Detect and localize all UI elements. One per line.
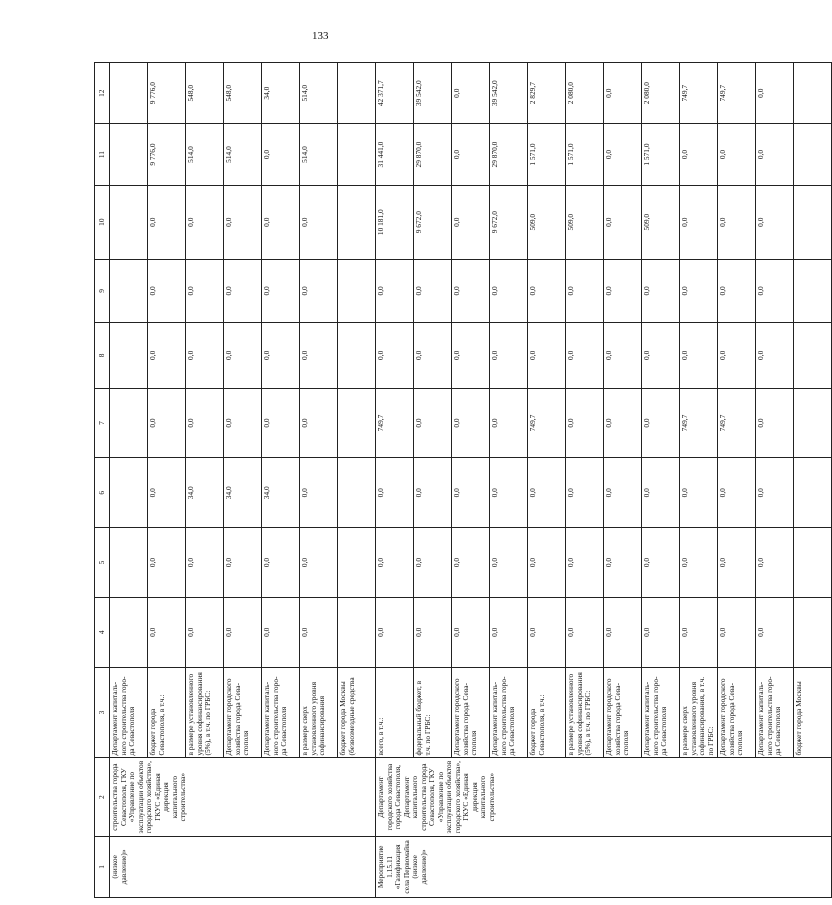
- value-cell: [110, 458, 148, 528]
- value-cell: 0,0: [756, 388, 794, 458]
- value-cell: 0,0: [528, 597, 566, 667]
- value-cell: 0,0: [756, 185, 794, 259]
- value-cell: [338, 124, 376, 185]
- column-header: 5: [95, 528, 110, 598]
- value-cell: [110, 63, 148, 124]
- value-cell: 0,0: [414, 388, 452, 458]
- value-cell: 0,0: [224, 185, 262, 259]
- value-cell: 514,0: [300, 63, 338, 124]
- value-cell: 0,0: [566, 528, 604, 598]
- value-cell: 0,0: [604, 259, 642, 322]
- value-cell: 0,0: [718, 185, 756, 259]
- value-cell: 0,0: [376, 458, 414, 528]
- value-cell: 0,0: [490, 597, 528, 667]
- value-cell: 509,0: [642, 185, 680, 259]
- value-cell: 749,7: [376, 388, 414, 458]
- column-header: 7: [95, 388, 110, 458]
- column-header: 8: [95, 323, 110, 389]
- funding-source: федеральный бюджет, в т.ч. по ГРБС:: [414, 667, 452, 758]
- value-cell: 0,0: [604, 124, 642, 185]
- value-cell: 0,0: [604, 458, 642, 528]
- value-cell: 0,0: [148, 528, 186, 598]
- value-cell: [338, 185, 376, 259]
- responsible-executors: Департамент городского хозяйства города Севастополя, Департамент капитального строительства города Севастополя, ГКУ «Управление по эксплуатации объектов городского хозяйства», ГКУС «Единая дирекция капитального строительства»: [376, 758, 832, 836]
- value-cell: [794, 323, 832, 389]
- value-cell: 10 181,0: [376, 185, 414, 259]
- value-cell: 0,0: [414, 323, 452, 389]
- value-cell: 0,0: [452, 63, 490, 124]
- value-cell: 0,0: [452, 597, 490, 667]
- value-cell: 509,0: [566, 185, 604, 259]
- responsible-executors: строительства города Севастополя, ГКУ «Управление по эксплуатации объектов городского хозяйства», ГКУС «Единая дирекция капитального строительства»: [110, 758, 376, 836]
- value-cell: 2 829,7: [528, 63, 566, 124]
- value-cell: 0,0: [224, 259, 262, 322]
- value-cell: 0,0: [756, 458, 794, 528]
- value-cell: 34,0: [262, 63, 300, 124]
- value-cell: 0,0: [680, 185, 718, 259]
- funding-source: бюджет города Севастополя, в т.ч.:: [148, 667, 186, 758]
- value-cell: 39 542,0: [490, 63, 528, 124]
- value-cell: [110, 259, 148, 322]
- value-cell: 0,0: [680, 528, 718, 598]
- value-cell: 0,0: [224, 528, 262, 598]
- value-cell: [338, 63, 376, 124]
- value-cell: 0,0: [756, 259, 794, 322]
- funding-source: Департамент капиталь-ного строительства горо-да Севастополя: [490, 667, 528, 758]
- value-cell: 0,0: [490, 528, 528, 598]
- value-cell: 0,0: [528, 528, 566, 598]
- funding-source: Департамент капиталь-ного строительства горо-да Севастополя: [262, 667, 300, 758]
- value-cell: [110, 185, 148, 259]
- value-cell: 0,0: [300, 259, 338, 322]
- value-cell: 0,0: [262, 388, 300, 458]
- value-cell: 0,0: [452, 323, 490, 389]
- rotated-page: [94, 62, 803, 898]
- value-cell: 9 672,0: [490, 185, 528, 259]
- value-cell: 0,0: [756, 528, 794, 598]
- value-cell: 0,0: [300, 458, 338, 528]
- value-cell: 514,0: [224, 124, 262, 185]
- value-cell: [338, 259, 376, 322]
- value-cell: 34,0: [262, 458, 300, 528]
- value-cell: 0,0: [566, 388, 604, 458]
- funding-source: бюджет города Севастополя, в т.ч.:: [528, 667, 566, 758]
- value-cell: 0,0: [376, 528, 414, 598]
- value-cell: 0,0: [186, 528, 224, 598]
- value-cell: 0,0: [604, 528, 642, 598]
- value-cell: [338, 458, 376, 528]
- value-cell: [110, 124, 148, 185]
- value-cell: 2 080,0: [642, 63, 680, 124]
- value-cell: 0,0: [414, 597, 452, 667]
- value-cell: 9 776,0: [148, 124, 186, 185]
- value-cell: 29 870,0: [414, 124, 452, 185]
- column-header: 1: [95, 836, 110, 897]
- value-cell: 0,0: [604, 323, 642, 389]
- value-cell: 9 776,0: [148, 63, 186, 124]
- column-header: 6: [95, 458, 110, 528]
- value-cell: 514,0: [300, 124, 338, 185]
- value-cell: 0,0: [490, 458, 528, 528]
- value-cell: 0,0: [186, 597, 224, 667]
- value-cell: 749,7: [680, 388, 718, 458]
- funding-source: бюджет города Москвы: [794, 667, 832, 758]
- measure-name: Мероприятие 1.15.11 «Газификация села Первомайка (низкое давление)»: [376, 836, 832, 897]
- value-cell: 0,0: [718, 259, 756, 322]
- value-cell: 0,0: [718, 323, 756, 389]
- value-cell: 0,0: [642, 259, 680, 322]
- value-cell: 1 571,0: [528, 124, 566, 185]
- value-cell: 0,0: [414, 259, 452, 322]
- column-header: 10: [95, 185, 110, 259]
- value-cell: 0,0: [718, 124, 756, 185]
- value-cell: 0,0: [148, 259, 186, 322]
- value-cell: 0,0: [262, 259, 300, 322]
- funding-source: Департамент капиталь-ного строительства горо-да Севастополя: [642, 667, 680, 758]
- value-cell: 2 080,0: [566, 63, 604, 124]
- value-cell: [794, 185, 832, 259]
- value-cell: 0,0: [224, 323, 262, 389]
- value-cell: 0,0: [262, 323, 300, 389]
- funding-source: в размере сверх установленного уровня софинансирования, в т.ч. по ГРБС:: [680, 667, 718, 758]
- value-cell: 0,0: [718, 597, 756, 667]
- funding-source: Департамент городского хозяйства города Сева-стополя: [224, 667, 262, 758]
- value-cell: 42 371,7: [376, 63, 414, 124]
- value-cell: [338, 597, 376, 667]
- value-cell: 749,7: [718, 63, 756, 124]
- value-cell: 0,0: [300, 528, 338, 598]
- value-cell: 0,0: [300, 388, 338, 458]
- value-cell: 0,0: [718, 528, 756, 598]
- value-cell: 749,7: [718, 388, 756, 458]
- value-cell: [338, 528, 376, 598]
- value-cell: 0,0: [680, 124, 718, 185]
- value-cell: 0,0: [566, 597, 604, 667]
- value-cell: 0,0: [300, 185, 338, 259]
- value-cell: 0,0: [148, 388, 186, 458]
- value-cell: 0,0: [148, 597, 186, 667]
- value-cell: 0,0: [756, 124, 794, 185]
- funding-source: в размере сверх установленного уровня софинансирования: [300, 667, 338, 758]
- value-cell: 31 441,0: [376, 124, 414, 185]
- measure-name: (низкое давление)»: [110, 836, 376, 897]
- value-cell: 0,0: [642, 458, 680, 528]
- value-cell: 0,0: [642, 597, 680, 667]
- value-cell: 0,0: [376, 259, 414, 322]
- column-header: 9: [95, 259, 110, 322]
- value-cell: [794, 63, 832, 124]
- value-cell: [110, 597, 148, 667]
- value-cell: 9 672,0: [414, 185, 452, 259]
- value-cell: 0,0: [528, 458, 566, 528]
- value-cell: 0,0: [452, 458, 490, 528]
- value-cell: 0,0: [300, 597, 338, 667]
- column-header: 4: [95, 597, 110, 667]
- value-cell: 749,7: [528, 388, 566, 458]
- value-cell: 0,0: [528, 259, 566, 322]
- value-cell: 0,0: [604, 388, 642, 458]
- value-cell: 0,0: [680, 597, 718, 667]
- value-cell: 0,0: [148, 458, 186, 528]
- column-header: 11: [95, 124, 110, 185]
- value-cell: 0,0: [262, 597, 300, 667]
- column-header: 12: [95, 63, 110, 124]
- funding-source: Департамент капиталь-ного строительства горо-да Севастополя: [110, 667, 148, 758]
- value-cell: 0,0: [604, 185, 642, 259]
- value-cell: 39 542,0: [414, 63, 452, 124]
- value-cell: 34,0: [186, 458, 224, 528]
- value-cell: 0,0: [224, 597, 262, 667]
- value-cell: 0,0: [452, 185, 490, 259]
- value-cell: 0,0: [718, 458, 756, 528]
- funding-source: Департамент городского хозяйства города Сева-стополя: [452, 667, 490, 758]
- value-cell: 0,0: [452, 124, 490, 185]
- value-cell: 29 870,0: [490, 124, 528, 185]
- value-cell: [338, 323, 376, 389]
- table-row: [110, 63, 148, 898]
- value-cell: 0,0: [604, 63, 642, 124]
- value-cell: [338, 388, 376, 458]
- value-cell: 0,0: [680, 323, 718, 389]
- funding-source: Департамент городского хозяйства города Сева-стополя: [604, 667, 642, 758]
- value-cell: 0,0: [642, 388, 680, 458]
- value-cell: 0,0: [566, 323, 604, 389]
- value-cell: [794, 597, 832, 667]
- value-cell: 0,0: [262, 124, 300, 185]
- value-cell: 0,0: [452, 259, 490, 322]
- value-cell: 0,0: [224, 388, 262, 458]
- value-cell: 548,0: [224, 63, 262, 124]
- budget-table: [94, 62, 832, 898]
- value-cell: 0,0: [376, 323, 414, 389]
- table-area: [94, 62, 803, 898]
- value-cell: [794, 259, 832, 322]
- value-cell: 0,0: [148, 323, 186, 389]
- value-cell: 34,0: [224, 458, 262, 528]
- value-cell: 0,0: [642, 528, 680, 598]
- value-cell: [110, 528, 148, 598]
- value-cell: 0,0: [186, 259, 224, 322]
- value-cell: 0,0: [756, 597, 794, 667]
- value-cell: 0,0: [376, 597, 414, 667]
- value-cell: 0,0: [756, 323, 794, 389]
- value-cell: 0,0: [186, 323, 224, 389]
- value-cell: 0,0: [186, 388, 224, 458]
- value-cell: 0,0: [528, 323, 566, 389]
- value-cell: 514,0: [186, 124, 224, 185]
- value-cell: 0,0: [566, 458, 604, 528]
- value-cell: 1 571,0: [642, 124, 680, 185]
- value-cell: 0,0: [604, 597, 642, 667]
- value-cell: [110, 388, 148, 458]
- value-cell: 0,0: [262, 185, 300, 259]
- value-cell: 0,0: [756, 63, 794, 124]
- funding-source: Департамент городского хозяйства города Сева-стополя: [718, 667, 756, 758]
- column-header: 3: [95, 667, 110, 758]
- value-cell: 0,0: [680, 259, 718, 322]
- header-row: [95, 63, 110, 898]
- value-cell: 0,0: [490, 259, 528, 322]
- value-cell: 0,0: [300, 323, 338, 389]
- value-cell: 0,0: [452, 388, 490, 458]
- value-cell: 509,0: [528, 185, 566, 259]
- value-cell: [110, 323, 148, 389]
- table-body: [110, 63, 832, 898]
- funding-source: в размере установленного уровня софинансирования (5%), в т.ч. по ГРБС:: [186, 667, 224, 758]
- value-cell: 1 571,0: [566, 124, 604, 185]
- value-cell: 0,0: [262, 528, 300, 598]
- value-cell: [794, 388, 832, 458]
- value-cell: 0,0: [186, 185, 224, 259]
- table-row: [376, 63, 414, 898]
- value-cell: 0,0: [148, 185, 186, 259]
- value-cell: 0,0: [680, 458, 718, 528]
- value-cell: 0,0: [490, 388, 528, 458]
- value-cell: 0,0: [452, 528, 490, 598]
- page-number: 133: [312, 30, 329, 42]
- value-cell: 0,0: [414, 458, 452, 528]
- value-cell: [794, 124, 832, 185]
- value-cell: [794, 528, 832, 598]
- funding-source: в размере установленного уровня софинансирования (5%), в т.ч. по ГРБС:: [566, 667, 604, 758]
- column-header: 2: [95, 758, 110, 836]
- funding-source: бюджет города Москвы (безвозмездные средства: [338, 667, 376, 758]
- funding-source: всего, в т.ч.:: [376, 667, 414, 758]
- value-cell: 0,0: [490, 323, 528, 389]
- value-cell: 548,0: [186, 63, 224, 124]
- value-cell: 0,0: [566, 259, 604, 322]
- value-cell: [794, 458, 832, 528]
- value-cell: 0,0: [642, 323, 680, 389]
- value-cell: 749,7: [680, 63, 718, 124]
- funding-source: Департамент капиталь-ного строительства горо-да Севастополя: [756, 667, 794, 758]
- value-cell: 0,0: [414, 528, 452, 598]
